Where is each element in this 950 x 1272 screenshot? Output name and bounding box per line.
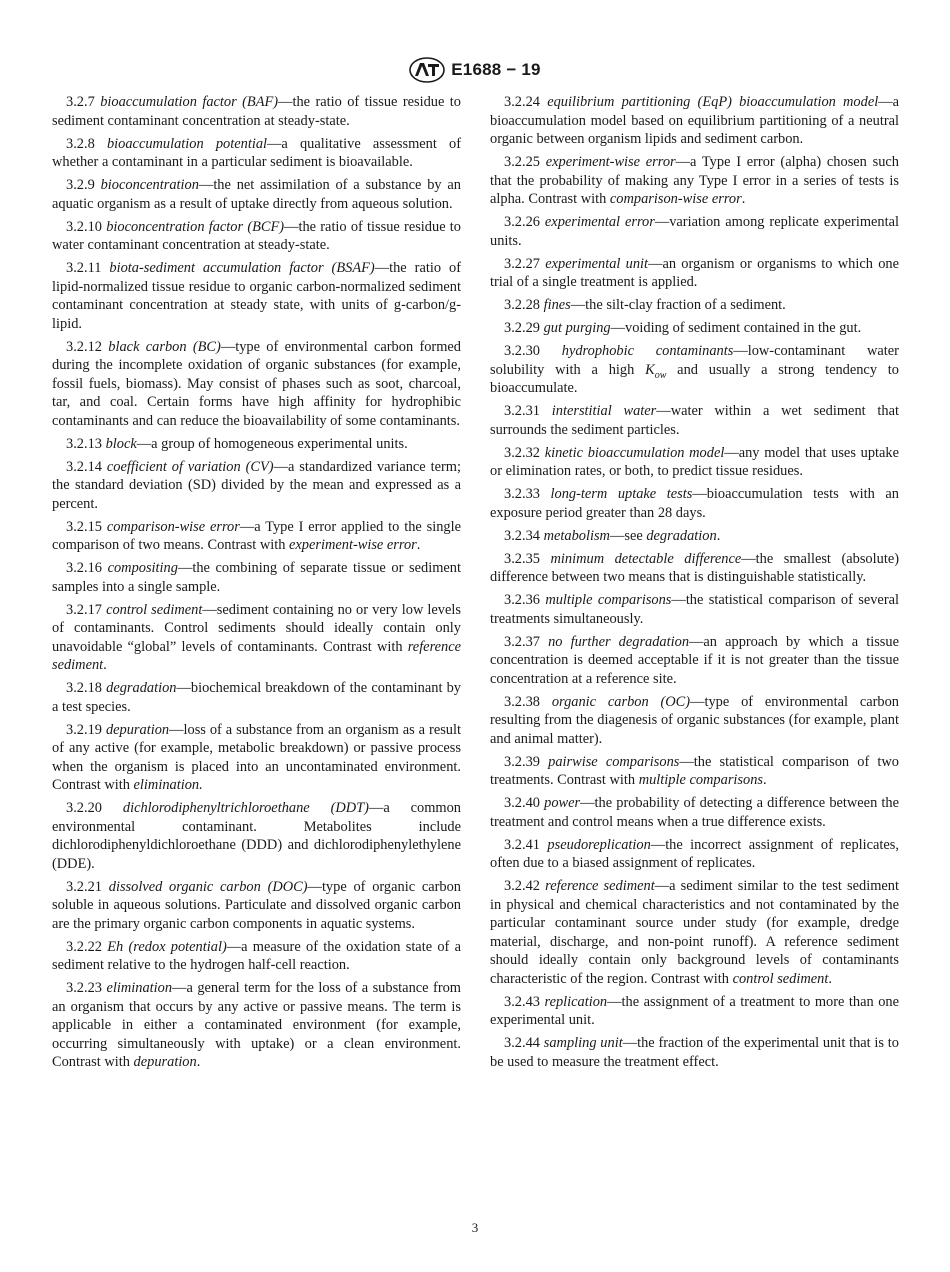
definition-text: —a Type I error (alpha) chosen such that the probability of making any Type I error in a series of tests is alpha. Contrast with xyxy=(490,154,899,207)
definition-entry xyxy=(52,518,461,555)
definition-entry xyxy=(490,296,899,315)
definition-term: replication xyxy=(544,993,608,1010)
page-number: 3 xyxy=(471,1220,479,1235)
definition-entry xyxy=(490,550,899,587)
definition-number: 3.2.17 xyxy=(66,601,102,618)
definition-text: —any model that uses uptake or elimination rates, or both, to predict tissue residues. xyxy=(490,444,899,479)
definition-number: 3.2.16 xyxy=(66,560,102,576)
definition-entry xyxy=(490,753,899,790)
definition-term: equilibrium partitioning (EqP) bioaccumulation model xyxy=(547,94,879,110)
definition-term: no further degradation xyxy=(548,633,690,650)
definition-entry xyxy=(52,601,461,675)
definition-text: —biochemical breakdown of the contaminant by a test species. xyxy=(52,680,461,715)
definition-term: long-term uptake tests xyxy=(550,486,693,502)
definition-number: 3.2.31 xyxy=(504,403,540,419)
definition-text: —the combining of separate tissue or sediment samples into a single sample. xyxy=(52,560,461,595)
definition-number: 3.2.12 xyxy=(66,338,102,355)
definition-number: 3.2.40 xyxy=(504,795,540,811)
definition-text: —see xyxy=(609,527,647,544)
definition-text: —the assignment of a treatment to more than one experimental unit. xyxy=(490,993,899,1028)
definition-text: —a bioaccumulation model based on equilibrium partitioning of a neutral organic between organism lipids and sediment carbon. xyxy=(490,94,899,147)
cross-reference: depuration xyxy=(133,1054,197,1070)
definition-number: 3.2.20 xyxy=(66,800,102,816)
definition-text: —a general term for the loss of a substance from an organism that occurs by any active or passive means. The term is applicable in either a contaminated environment (for example, occurring simultaneously with uptake) or a clean environment. Contrast with xyxy=(52,980,461,1070)
definition-term: block xyxy=(105,435,137,452)
definition-number: 3.2.10 xyxy=(66,218,102,235)
page-header xyxy=(0,56,950,84)
definition-number: 3.2.24 xyxy=(504,94,540,110)
definition-number: 3.2.35 xyxy=(504,550,540,567)
definition-entry xyxy=(490,213,899,250)
definition-number: 3.2.34 xyxy=(504,527,540,544)
definition-entry xyxy=(52,679,461,716)
definition-term: experimental error xyxy=(544,214,655,230)
definition-number: 3.2.30 xyxy=(504,343,540,359)
definition-number: 3.2.23 xyxy=(66,980,102,996)
definition-entry xyxy=(490,255,899,292)
definition-number: 3.2.32 xyxy=(504,444,540,461)
definition-entry xyxy=(490,319,899,338)
definition-number: 3.2.21 xyxy=(66,878,102,895)
definition-text: —type of environmental carbon formed during the incomplete oxidation of organic substances (for example, fossil fuels, biomass). May consist of phases such as soot, charcoal, tar, and coal. Certain forms have high affinity for hydrophibic contaminants and can reduce the bioavailability of some contaminants. xyxy=(52,338,461,429)
cross-reference: control sediment xyxy=(732,970,829,987)
definition-entry xyxy=(52,338,461,431)
definition-text: —the statistical comparison of two treatments. Contrast with xyxy=(490,753,899,788)
symbol: K xyxy=(645,361,655,378)
definition-text: —voiding of sediment contained in the gut. xyxy=(610,320,862,336)
definition-text: —a sediment similar to the test sediment in physical and chemical characteristics and not contaminated by the particular contaminant source under study (for example, dredge material, discharge, and non-point runoff). A reference sediment should ideally contain only background levels of contaminants characteristic of the region. Contrast with xyxy=(490,878,899,987)
definition-text: —a common environmental contaminant. Metabolites include dichlorodiphenyldichloroethane (DDD) and dichlorodiphenylethylene (DDE). xyxy=(52,800,461,872)
definition-term: dichlorodiphenyltrichloroethane (DDT) xyxy=(122,800,369,816)
definition-text: —a standardized variance term; the standard deviation (SD) divided by the mean and expressed as a percent. xyxy=(52,458,461,512)
definition-tail: . xyxy=(741,191,746,207)
document-id: E1688 − 19 xyxy=(451,60,541,79)
definition-text: —the ratio of tissue residue to water contaminant concentration at steady-state. xyxy=(52,218,461,253)
definition-number: 3.2.19 xyxy=(66,721,102,738)
definition-term: depuration xyxy=(105,721,170,738)
definition-term: black carbon (BC) xyxy=(108,338,221,355)
definition-text: —the silt-clay fraction of a sediment. xyxy=(570,297,786,313)
definition-number: 3.2.29 xyxy=(504,320,540,336)
definition-term: experiment-wise error xyxy=(545,154,676,170)
definition-number: 3.2.42 xyxy=(504,878,540,894)
definition-term: experimental unit xyxy=(545,255,649,272)
symbol-subscript: ow xyxy=(654,369,667,381)
definition-term: degradation xyxy=(106,680,177,696)
definition-text: —the net assimilation of a substance by an aquatic organism as a result of uptake directly from aqueous solution. xyxy=(52,177,461,212)
definition-entry xyxy=(52,93,461,130)
definition-term: power xyxy=(544,795,581,811)
definition-number: 3.2.27 xyxy=(504,255,540,272)
definition-term: compositing xyxy=(107,560,178,576)
definition-text: —the probability of detecting a difference between the treatment and control means when a true difference exists. xyxy=(490,795,899,830)
definition-text: —the fraction of the experimental unit that is to be used to measure the treatment effect. xyxy=(490,1035,899,1070)
definition-term: control sediment xyxy=(106,601,203,618)
definition-entry xyxy=(52,559,461,596)
definition-term: comparison-wise error xyxy=(106,518,240,535)
definition-text: —a measure of the oxidation state of a sediment relative to the hydrogen half-cell reaction. xyxy=(52,938,461,973)
definition-tail: . xyxy=(828,970,832,987)
definition-term: elimination xyxy=(106,980,173,996)
definition-tail: . xyxy=(763,772,767,788)
definition-entry xyxy=(490,591,899,628)
definition-term: fines xyxy=(543,297,571,313)
definition-entry xyxy=(52,218,461,255)
definition-number: 3.2.7 xyxy=(66,94,95,110)
definition-entry xyxy=(490,633,899,689)
definition-text: —bioaccumulation tests with an exposure period greater than 28 days. xyxy=(490,486,899,521)
definition-tail: . xyxy=(716,527,721,544)
definition-text: —the ratio of lipid-normalized tissue residue to organic carbon-normalized sediment contaminant concentration at steady state, with units of g-carbon/g-lipid. xyxy=(52,260,461,332)
definition-term: bioconcentration factor (BCF) xyxy=(106,218,285,235)
definition-term: organic carbon (OC) xyxy=(551,693,691,710)
definition-term: coefficient of variation (CV) xyxy=(106,458,274,475)
definition-text: —a Type I error applied to the single comparison of two means. Contrast with xyxy=(52,518,461,553)
definition-entry xyxy=(490,444,899,481)
definition-term: dissolved organic carbon (DOC) xyxy=(108,878,308,895)
definition-text: —sediment containing no or very low levels of contaminants. Control sediments should ideally contain only unavoidable “global” levels of contaminants. Contrast with xyxy=(52,601,461,655)
definition-text: —low-contaminant water solubility with a high xyxy=(490,343,899,378)
definition-entry xyxy=(490,485,899,522)
definition-entry xyxy=(52,878,461,934)
definition-text: —a qualitative assessment of whether a contaminant in a particular sediment is bioavailable. xyxy=(52,135,462,170)
definition-number: 3.2.33 xyxy=(504,486,540,502)
definition-number: 3.2.11 xyxy=(66,260,102,276)
definition-number: 3.2.8 xyxy=(66,135,95,152)
definition-text: —type of organic carbon soluble in aqueous solutions. Particulate and dissolved organic carbon are the primary organic carbon components in aquatic systems. xyxy=(52,878,461,932)
definition-number: 3.2.9 xyxy=(66,177,95,193)
definition-number: 3.2.26 xyxy=(504,214,540,230)
definition-text: —a group of homogeneous experimental units. xyxy=(136,435,408,452)
definition-entry xyxy=(52,979,461,1072)
definition-number: 3.2.43 xyxy=(504,993,540,1010)
definition-term: pairwise comparisons xyxy=(548,753,680,770)
definition-text: —variation among replicate experimental units. xyxy=(490,214,899,249)
astm-logo-icon xyxy=(409,57,445,83)
definition-entry xyxy=(52,721,461,795)
definition-term: metabolism xyxy=(543,527,610,544)
cross-reference: reference sediment xyxy=(52,638,461,673)
definition-text: —an organism or organisms to which one trial of a single treatment is applied. xyxy=(490,255,899,290)
left-column xyxy=(52,93,461,1076)
definition-term: Eh (redox potential) xyxy=(107,938,227,955)
definition-entry xyxy=(52,799,461,873)
definition-entry xyxy=(52,176,461,213)
definition-entry xyxy=(490,342,899,398)
definition-text: —water within a wet sediment that surrounds the sediment particles. xyxy=(490,403,899,438)
definition-number: 3.2.38 xyxy=(504,693,540,710)
definition-term: bioaccumulation factor (BAF) xyxy=(100,94,279,110)
definition-term: reference sediment xyxy=(545,878,655,894)
cross-reference: elimination. xyxy=(133,777,203,793)
definition-entry xyxy=(52,938,461,975)
definition-tail: . xyxy=(196,1054,201,1070)
definition-number: 3.2.22 xyxy=(66,938,102,955)
definition-number: 3.2.37 xyxy=(504,633,540,650)
definition-term: bioaccumulation potential xyxy=(106,135,268,152)
definition-number: 3.2.18 xyxy=(66,680,102,696)
definition-text: —the smallest (absolute) difference between two means that is distinguishable statistically. xyxy=(490,550,899,585)
definition-term: hydrophobic contaminants xyxy=(561,343,734,359)
definition-entry xyxy=(490,693,899,749)
cross-reference: degradation xyxy=(646,527,717,544)
definition-number: 3.2.39 xyxy=(504,753,540,770)
definition-entry xyxy=(490,402,899,439)
definition-term: multiple comparisons xyxy=(545,592,672,608)
definition-entry xyxy=(52,259,461,333)
definition-term: kinetic bioaccumulation model xyxy=(544,444,725,461)
definition-term: biota-sediment accumulation factor (BSAF) xyxy=(109,260,375,276)
definition-term: sampling unit xyxy=(543,1035,623,1051)
definition-term: interstitial water xyxy=(551,403,657,419)
definition-term: pseudoreplication xyxy=(547,836,651,853)
definition-term: gut purging xyxy=(543,320,611,336)
definition-number: 3.2.41 xyxy=(504,836,540,853)
definition-entry xyxy=(490,993,899,1030)
cross-reference: comparison-wise error xyxy=(609,191,742,207)
cross-reference: multiple comparisons xyxy=(638,772,764,788)
definition-tail: . xyxy=(416,537,421,553)
cross-reference: experiment-wise error xyxy=(289,537,417,553)
definition-entry xyxy=(490,1034,899,1071)
definition-number: 3.2.44 xyxy=(504,1035,540,1051)
definition-entry xyxy=(52,435,461,454)
definition-number: 3.2.25 xyxy=(504,154,540,170)
definition-entry xyxy=(490,93,899,149)
definition-number: 3.2.14 xyxy=(66,458,102,475)
definition-term: bioconcentration xyxy=(100,177,199,193)
definition-text: —the statistical comparison of several treatments simultaneously. xyxy=(490,592,899,627)
definition-text: —type of environmental carbon resulting from the diagenesis of organic substances (for example, plant and animal matter). xyxy=(490,693,899,747)
definition-text: —loss of a substance from an organism as a result of any active (for example, metabolic breakdown) or passive process when the organism is placed into an uncontaminated environment. Contrast with xyxy=(52,721,461,793)
definition-entry xyxy=(490,877,899,988)
definition-number: 3.2.13 xyxy=(66,435,102,452)
definition-entry xyxy=(490,527,899,546)
definition-entry xyxy=(490,794,899,831)
definition-entry xyxy=(52,458,461,514)
right-column xyxy=(490,93,899,1076)
definition-text: —the incorrect assignment of replicates, often due to a biased assignment of replicates. xyxy=(490,836,899,871)
definition-entry xyxy=(490,836,899,873)
definition-entry xyxy=(490,153,899,209)
definition-entry xyxy=(52,135,461,172)
definition-text-cont: and usually a strong tendency to bioaccumulate. xyxy=(490,361,899,396)
definition-text: —the ratio of tissue residue to sediment contaminant concentration at steady-state. xyxy=(52,94,461,129)
definition-number: 3.2.28 xyxy=(504,297,540,313)
definition-term: minimum detectable difference xyxy=(550,550,742,567)
definition-text: —an approach by which a tissue concentration is deemed acceptable if it is not greater than the tissue concentration at a reference site. xyxy=(490,633,899,687)
definition-tail: . xyxy=(103,657,107,673)
definition-number: 3.2.15 xyxy=(66,518,102,535)
definition-number: 3.2.36 xyxy=(504,592,540,608)
